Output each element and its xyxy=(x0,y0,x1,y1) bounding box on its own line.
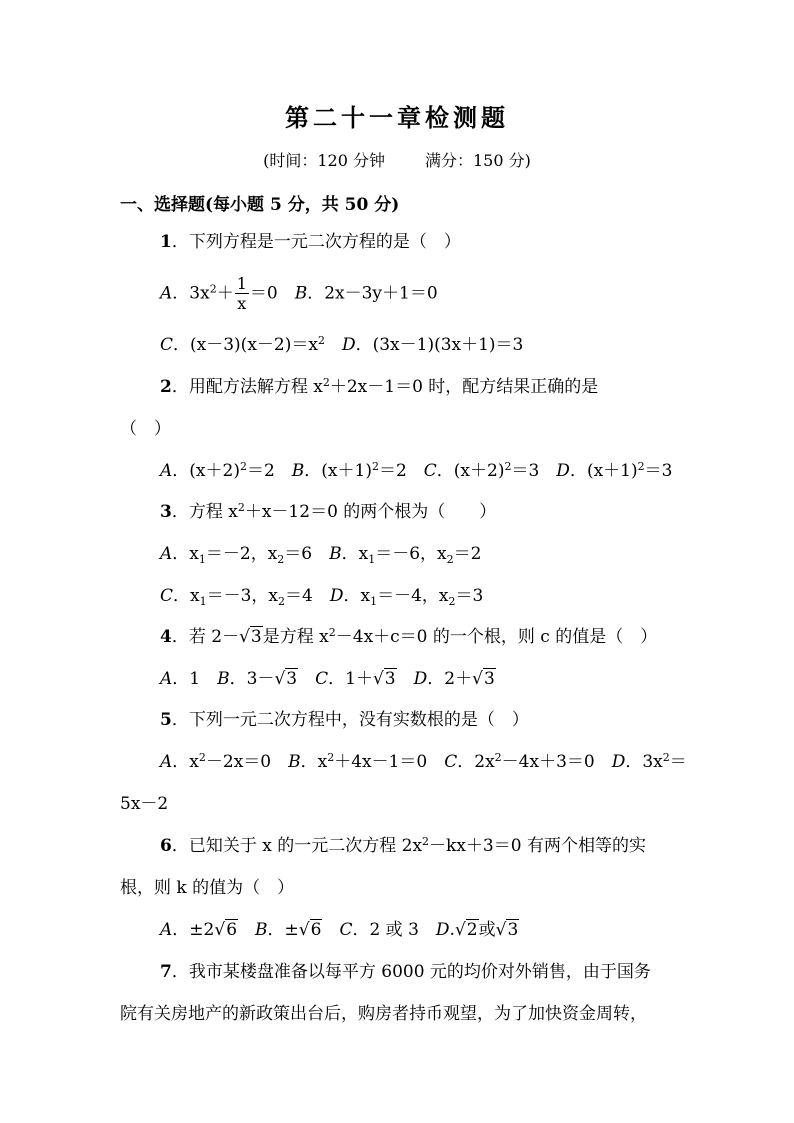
sqrt: √3 xyxy=(274,669,298,689)
option-label: A xyxy=(160,283,173,304)
question-1-options-ab: A．$3x^2+$ $\frac{1}{x}$ ＝0 B．2x－3y＋1＝0 xyxy=(160,274,438,313)
option-label: C xyxy=(160,335,174,355)
sqrt: √3 xyxy=(372,669,396,689)
question-2: 2．用配方法解方程 $x^2+2x-1=0$ 时，配方结果正确的是 xyxy=(160,376,599,397)
question-3-options-ab: A．$x_1=-2$，$x_2=6$ B．$x_1=-6$，$x_2=2$ xyxy=(160,544,482,566)
question-4: 4．若 2－√3是方程 $x^2-4x+c=0$ 的一个根，则 c 的值是（ ） xyxy=(160,626,658,647)
question-3: 3．方程 $x^2+x-12=0$ 的两个根为（ ） xyxy=(160,501,497,522)
question-2-continued: （ ） xyxy=(120,419,171,439)
option-label: D xyxy=(341,335,356,355)
sqrt: √6 xyxy=(298,920,322,940)
question-1-options-cd: C．$(x-3)(x-2)=x^2$ D．(3x－1)(3x＋1)＝3 xyxy=(160,334,524,355)
question-3-options-cd: C．$x_1=-3$，$x_2=4$ D．$x_1=-4$，$x_2=3$ xyxy=(160,586,484,608)
sqrt: √2 xyxy=(454,920,478,940)
question-4-options: A．1 B．3－√3 C．1＋√3 D．2＋√3 xyxy=(160,669,495,689)
question-6: 6．已知关于 x 的一元二次方程 $2x^2-kx+3=0$ 有两个相等的实 xyxy=(160,835,646,856)
exam-info xyxy=(0,148,794,171)
question-5-options: A．$x^2-2x=0$ B．$x^2+4x-1=0$ C．$2x^2-4x+3=0$ D．$3x^2=$ xyxy=(160,751,687,772)
page-title: 第二十一章检测题 xyxy=(285,103,509,132)
question-7: 7．我市某楼盘准备以每平方 6000 元的均价对外销售，由于国务 xyxy=(160,962,651,982)
question-2-options: A．$(x+2)^2=2$ B．$(x+1)^2=2$ C．$(x+2)^2=3$ D．$(x+1)^2=3$ xyxy=(160,460,673,481)
section-heading: 一、选择题(每小题 5 分，共 50 分) xyxy=(120,195,400,215)
sqrt: √3 xyxy=(472,669,495,689)
question-6-continued: 根，则 k 的值为（ ） xyxy=(120,878,295,898)
sqrt: √6 xyxy=(214,920,238,940)
option-label: B xyxy=(294,283,308,304)
question-6-options: A．±2√6 B．±√6 C．2 或 3 D.√2或√3 xyxy=(160,920,519,940)
sqrt: √3 xyxy=(495,920,519,940)
fraction: $\frac{1}{x}$ xyxy=(236,274,247,313)
sqrt: √3 xyxy=(239,627,262,647)
exam-score: 满分：150 分) xyxy=(425,151,531,170)
question-5: 5．下列一元二次方程中，没有实数根的是（ ） xyxy=(160,710,529,730)
question-1: 1．下列方程是一元二次方程的是（ ） xyxy=(160,232,461,252)
question-7-continued: 院有关房地产的新政策出台后，购房者持币观望，为了加快资金周转， xyxy=(120,1004,647,1024)
exam-time: (时间：120 分钟 xyxy=(263,151,385,170)
question-5-continued: 5x－2 xyxy=(120,794,169,814)
